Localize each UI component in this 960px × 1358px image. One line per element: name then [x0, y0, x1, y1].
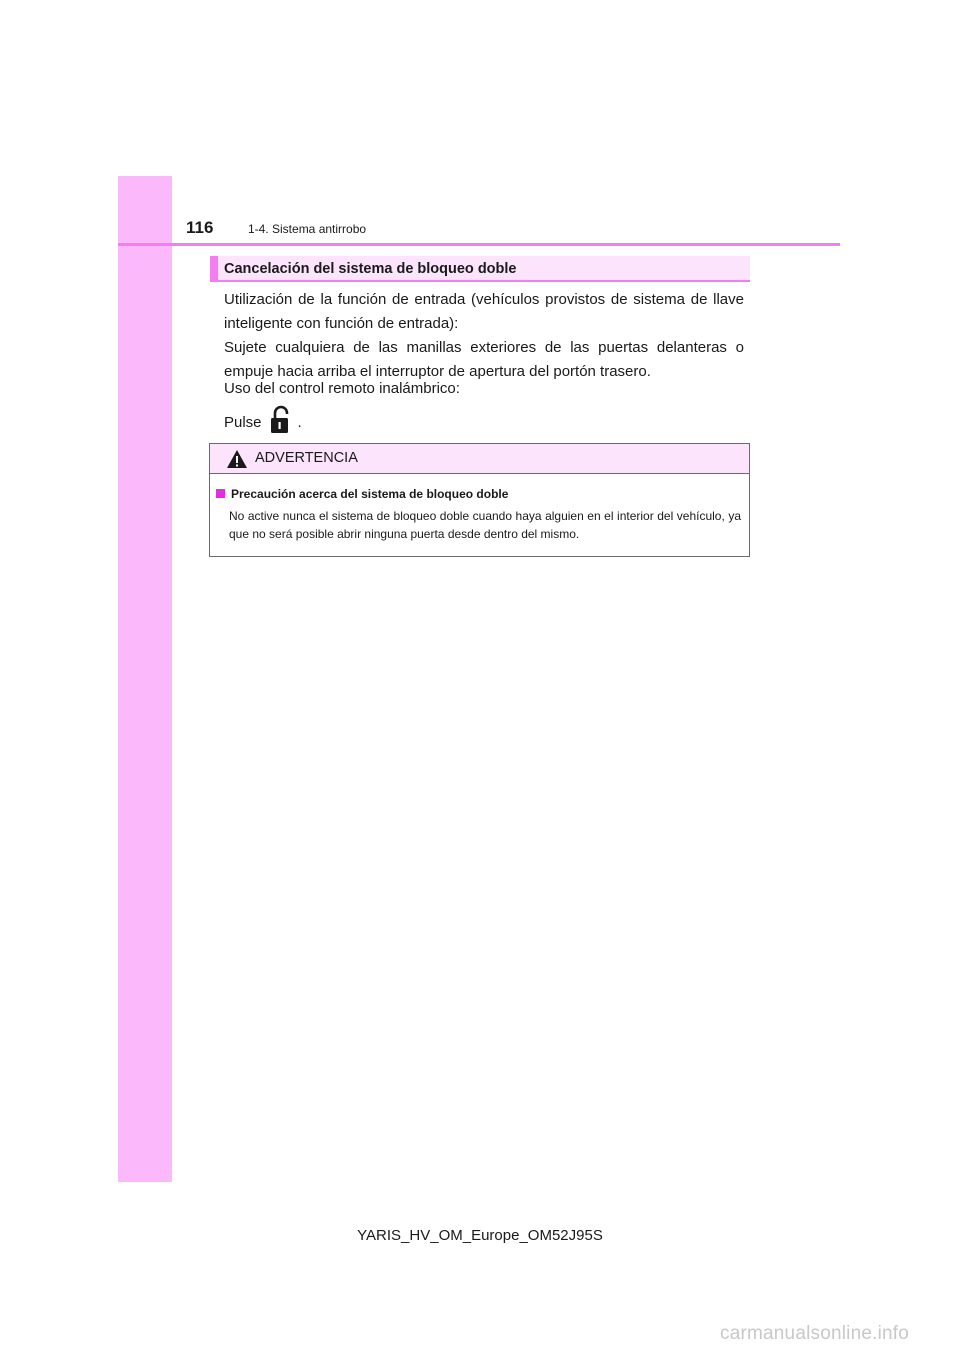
paragraph-entry-function: Utilización de la función de entrada (vehículos provistos de sistema de llave inteligente con función de entrada): — [224, 291, 744, 332]
warning-triangle-icon — [226, 449, 248, 469]
warning-header — [210, 444, 749, 474]
section-title: 1-4. Sistema antirrobo — [248, 222, 367, 236]
side-color-band — [118, 176, 172, 1182]
page-number: 116 — [186, 218, 214, 237]
press-period: . — [297, 413, 302, 431]
warning-item-body: No active nunca el sistema de bloqueo doble cuando haya alguien en el interior del vehículo, ya que no será posible abrir ninguna puerta desde dentro del mismo. — [229, 509, 741, 541]
subheading — [210, 256, 750, 282]
watermark: carmanualsonline.info — [720, 1323, 910, 1344]
header-rule — [118, 243, 840, 246]
warning-item-title — [216, 487, 508, 501]
paragraph-remote-control: Uso del control remoto inalámbrico: — [224, 380, 460, 397]
warning-title: ADVERTENCIA — [255, 450, 358, 466]
document-footer: YARIS_HV_OM_Europe_OM52J95S — [357, 1227, 603, 1244]
warning-box — [209, 443, 750, 557]
bullet-square-icon — [216, 489, 225, 498]
unlock-icon — [268, 405, 294, 435]
subheading-bar — [210, 256, 218, 280]
subheading-text: Cancelación del sistema de bloqueo doble — [224, 261, 517, 277]
warning-item-title-text: Precaución acerca del sistema de bloqueo doble — [231, 487, 509, 501]
press-label: Pulse — [224, 413, 262, 431]
paragraph-door-handles: Sujete cualquiera de las manillas exteriores de las puertas delanteras o empuje hacia arriba el interruptor de apertura del portón trasero. — [224, 339, 744, 380]
paragraph-press-unlock — [224, 408, 744, 438]
